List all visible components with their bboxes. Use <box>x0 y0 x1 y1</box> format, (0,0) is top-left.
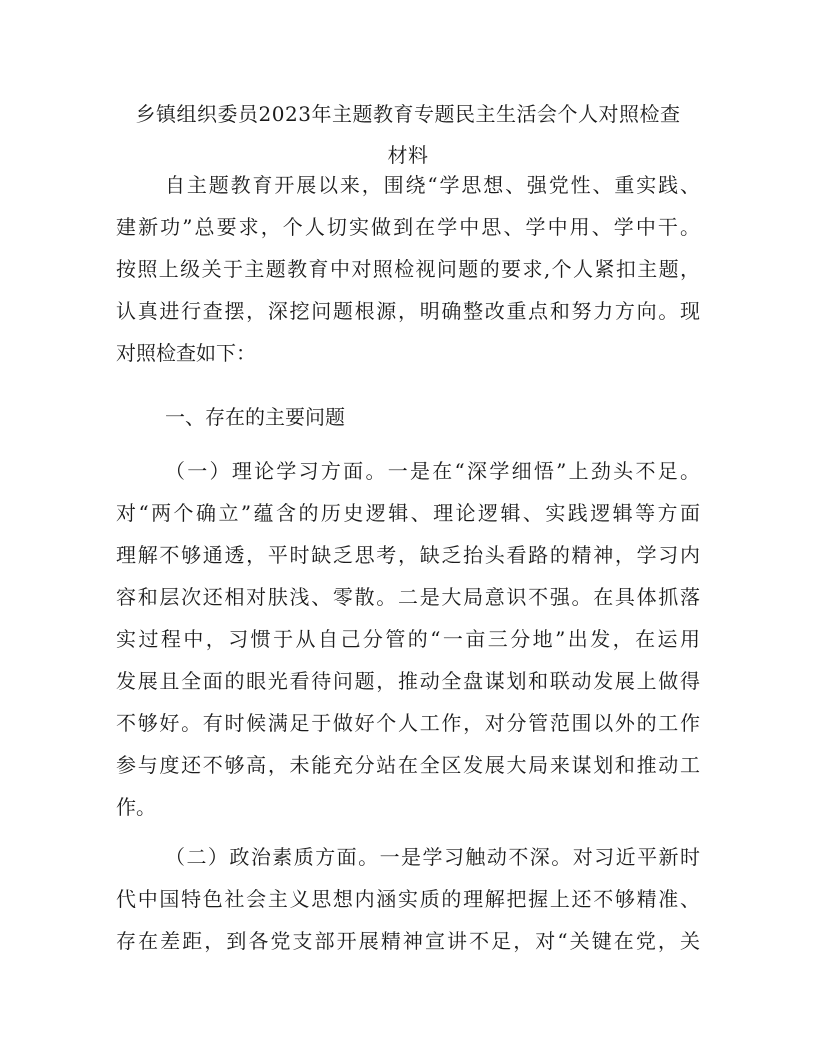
body-line: 建新功”总要求，个人切实做到在学中思、学中用、学中干。 <box>116 215 700 239</box>
body-line: 存在差距，到各党支部开展精神宣讲不足，对“关键在党，关 <box>116 929 700 953</box>
body-line: 按照上级关于主题教育中对照检视问题的要求,个人紧扣主题， <box>116 257 700 281</box>
section-heading: 一、存在的主要问题 <box>165 405 345 429</box>
body-line: 理解不够通透，平时缺乏思考，缺乏抬头看路的精神，学习内 <box>116 543 700 567</box>
body-line: 对照检查如下： <box>116 341 256 365</box>
body-line: 自主题教育开展以来，围绕“学思想、强党性、重实践、 <box>165 173 700 197</box>
body-line: 参与度还不够高，未能充分站在全区发展大局来谋划和推动工 <box>116 753 700 777</box>
body-line: 作。 <box>116 795 156 819</box>
body-line: 代中国特色社会主义思想内涵实质的理解把握上还不够精准、 <box>116 887 700 911</box>
body-line: 不够好。有时候满足于做好个人工作，对分管范围以外的工作 <box>116 711 700 735</box>
body-line: 对“两个确立”蕴含的历史逻辑、理论逻辑、实践逻辑等方面 <box>116 501 700 525</box>
body-line: 发展且全面的眼光看待问题，推动全盘谋划和联动发展上做得 <box>116 669 700 693</box>
body-line: 容和层次还相对肤浅、零散。二是大局意识不强。在具体抓落 <box>116 585 700 609</box>
document-title-line-2: 材料 <box>387 143 429 167</box>
body-line: 认真进行查摆，深挖问题根源，明确整改重点和努力方向。现 <box>116 299 700 323</box>
body-line: 实过程中，习惯于从自己分管的“一亩三分地”出发，在运用 <box>116 627 700 651</box>
body-line: （一）理论学习方面。一是在“深学细悟”上劲头不足。 <box>165 459 700 483</box>
document-title-line-1: 乡镇组织委员2023年主题教育专题民主生活会个人对照检查 <box>135 102 681 126</box>
body-line: （二）政治素质方面。一是学习触动不深。对习近平新时 <box>165 845 700 869</box>
